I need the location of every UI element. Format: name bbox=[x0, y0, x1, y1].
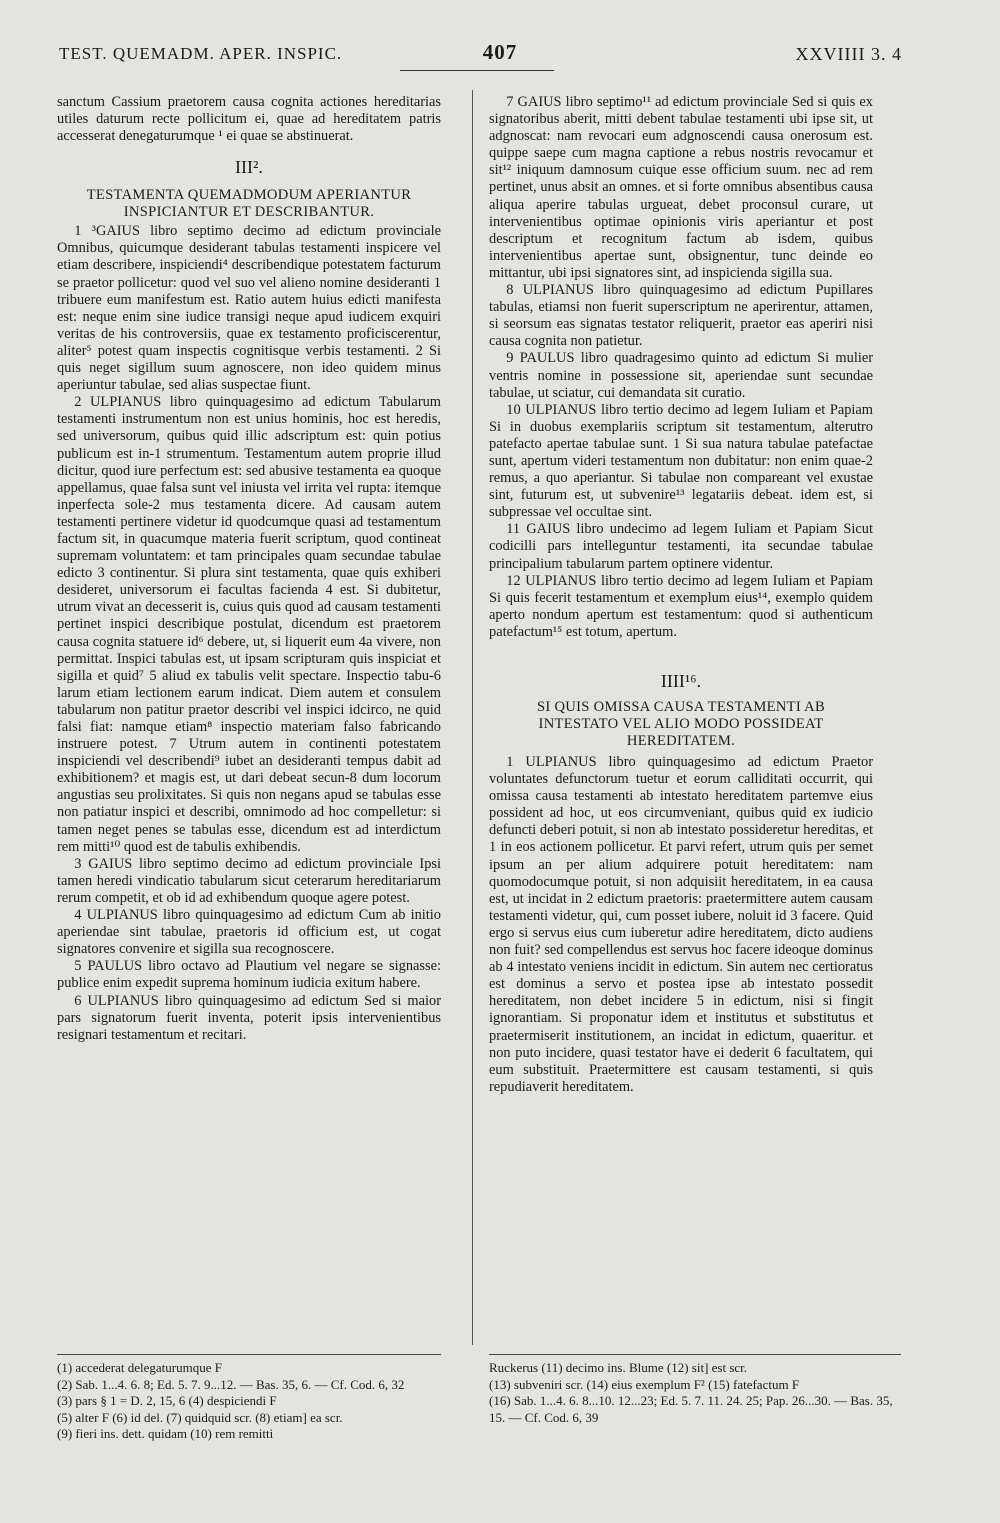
fragment-paragraph: 7 GAIUS libro septimo¹¹ ad edictum provinciale Sed si quis ex signatoribus aberit, mitti debent tabulae testamenti ubi ipse sit, ut adgnoscat: nam revocari eum adgnoscendi causa onerosum est. quippe saepe cum magna captione a rebus nostris revocamur et sit¹² iniquum damnosum cuique esse officium suum. nec ad rem pertinet, unus absit an omnes. et si forte omnibus absentibus causa aliqua aperire tabulas urgueat, debet proconsul curare, ut intervenientibus optimae opinionis viris aperiantur et post descriptum et recognitum factum ab isdem, quibus intervenientibus apertae sunt, obsignentur, tunc deinde eo mittantur, ubi ipsi signatores sint, ad inspicienda sigilla sua. bbox=[489, 94, 873, 281]
intro-paragraph: sanctum Cassium praetorem causa cognita actiones hereditarias utiles daturum recte pollicitum ei, quae ad hereditatem patris accesserat denegaturumque ¹ ei quae se abstinuerat. bbox=[57, 94, 441, 145]
fragment-paragraph: 8 ULPIANUS libro quinquagesimo ad edictum Pupillares tabulas, etiamsi non fuerit superscriptum ne aperirentur, attamen, si seorsum eas signatas testator reliquerit, praetor eas aperiri nisi causa cognita non patietur. bbox=[489, 282, 873, 350]
page-number: 407 bbox=[482, 40, 518, 64]
footnote-rule bbox=[489, 1354, 901, 1355]
footnote-rule bbox=[57, 1354, 441, 1355]
fragment-paragraph: 1 ULPIANUS libro quinquagesimo ad edictum Praetor voluntates defunctorum tuetur et eorum calliditati occurrit, qui omissa causa testamenti ab intestato hereditatem partemve eius possident ad hoc, ut eos circumveniant, quibus quid ex iudicio defuncti deberi potuit, si non ab intestato possideretur hereditas, et 1 in eos actionem pollicetur. Et parvi refert, utrum quis per semet ipsum an per alium adquirere potuit hereditatem: nam quomodocumque potuit, si non adquisiit hereditatem, in ea causa est, ut incidat in 2 edictum praetoris: praetermittere autem causam testamenti videtur, qui, cum posset iubere, noluit id 3 facere. Quid ergo si servus eius cum iuberetur adire hereditatem, dicto audiens non fuit? sed compellendus est servus hoc facere ideoque dominus ab 4 intestato veniens incidit in edictum. Sin autem nec certioratus est dominus a servo et postea ipse ab intestato possedit hereditatem, non debet incidere 5 in edictum, nisi si fingit ignorantiam. Si proponatur idem et institutus et substitutus et praetermiserit institutionem, an incidat in edictum, quaeritur. et non puto incidere, quasi testator have ei dederit 6 facultatem, qui eum substituit. Praetermittere est causam testamenti, si quis repudiaverit hereditatem. bbox=[489, 754, 873, 1095]
fragment-paragraph: 12 ULPIANUS libro tertio decimo ad legem Iuliam et Papiam Si quis fecerit testamentum et exemplum eius¹⁴, exemplo quidem aperto nondum apertum est testamentum: quod si authenticum patefactum¹⁵ est totum, apertum. bbox=[489, 572, 873, 640]
footnote: (5) alter F (6) id del. (7) quidquid scr. (8) etiam] ea scr. bbox=[57, 1409, 343, 1425]
fragment-paragraph: 10 ULPIANUS libro tertio decimo ad legem Iuliam et Papiam Si in duobus exemplariis scriptum sit testamentum, alterutro patefacto apertae tabulae sunt. 1 Si sua natura tabulae patefactae sunt, apertum videri testamentum non dubitatur: non enim quae-2 remus, a quo aperiantur. Si tabulae non compareant vel exustae sint, futurum est, ut subvenire¹³ legatariis debeat. idem est, si subpressae vel occultae sint. bbox=[489, 401, 873, 521]
left-column bbox=[57, 94, 441, 1044]
footnote: Ruckerus (11) decimo ins. Blume (12) sit] est scr. bbox=[489, 1360, 748, 1375]
fragment-paragraph: 3 GAIUS libro septimo decimo ad edictum provinciale Ipsi tamen heredi vindicatio tabularum sicut ceterarum hereditariarum rerum competit, et ob id ad exhibendum quoque agere potest. bbox=[57, 855, 441, 906]
fragment-paragraph: 5 PAULUS libro octavo ad Plautium vel negare se signasse: publice enim expedit suprema hominum iudicia exitum habere. bbox=[57, 958, 441, 992]
fragment-paragraph: 1 ³GAIUS libro septimo decimo ad edictum provinciale Omnibus, quicumque desiderant tabulas testamenti inspicere vel etiam describere, inspiciendi⁴ describendique potestatem facturum se praetor pollicetur: quod vel suo vel alieno nomine desideranti 1 tribuere eum manifestum est. Ratio autem huius edicti manifesta est: neque enim sine iudice transigi neque apud iudicem exquiri veritas de his controversiis, quae ex testamento proficiscerentur, aliter⁵ potest quam inspectis cognitisque verbis testamenti. 2 Si quis neget sigillum suum agnoscere, non ideo quidem minus aperiuntur tabulae, sed alias suspectae fiunt. bbox=[57, 223, 441, 394]
footnote: (13) subveniri scr. (14) eius exemplum F² (15) fatefactum F bbox=[489, 1376, 800, 1392]
fragment-paragraph: 2 ULPIANUS libro quinquagesimo ad edictum Tabularum testamenti instrumentum non est unius hominis, hoc est heredis, sed universorum, quibus quid illic adscriptum est: quin potius publicum est in-1 strumentum. Testamentum autem proprie illud dicitur, quod iure perfectum est: sed abusive testamenta ea quoque appellamus, quae falsa sunt vel iniusta vel irrita vel rupta: itemque inperfecta sole-2 mus testamenta dicere. Ad causam autem testamenti pertinere videtur id quodcumque quasi ad testamentum factum sit, in quacumque materia fuerit scriptum, quod contineat supremam voluntatem: et tam principales quam secundae tabulae edicto 3 continentur. Si plura sint testamenta, quae quis exhiberi desideret, universorum ei facultas facienda 4 est. Si dubitetur, utrum vivat an decesserit is, cuius quis quod ad causam testamenti pertinet inspici describique postulat, dicendum est praetorem causa cognita statuere id⁶ debere, ut, si liquerit eum 4a vivere, non permittat. Inspici tabulas est, ut ipsam scripturam quis inspiciat et sigilla et quid⁷ 5 aliud ex tabulis velit spectare. Inspectio tabu-6 larum etiam lectionem earum indicat. Diem autem et consulem tabularum non patitur praetor describi vel inspici idcirco, ne quid falsi fiat: namque etiam⁸ inspectio materiam falso fabricando instruere potest. 7 Utrum autem in continenti potestatem inspiciendi vel describendi⁹ iubet an desideranti tempus dabit ad exhibitionem? et magis est, ut dari debeat secun-8 dum locorum angustias seu prolixitates. Si quis non negans apud se tabulas esse non patiatur inspici et describi, omnimodo ad hoc compelletur: si tamen neget penes se tabulas esse, dicendum est ad interdictum rem mitti¹⁰ quod est de tabulis exhibendis. bbox=[57, 394, 441, 855]
fragment-paragraph: 6 ULPIANUS libro quinquagesimo ad edictum Sed si maior pars signatorum fuerit inventa, poterit ipsis intervenientibus resignari testamentum et recitari. bbox=[57, 992, 441, 1043]
section-number: III². bbox=[235, 157, 263, 178]
footnote: (1) accederat delegaturumque F bbox=[57, 1360, 222, 1375]
section-title: SI QUIS OMISSA CAUSA TESTAMENTI AB INTESTATO VEL ALIO MODO POSSIDEAT HEREDITATEM. bbox=[536, 699, 826, 749]
right-column bbox=[489, 94, 873, 1096]
fragment-paragraph: 11 GAIUS libro undecimo ad legem Iuliam et Papiam Sicut codicilli pars intelleguntur testamenti, ita secundae tabulae principalium tabularum partem optinere videntur. bbox=[489, 521, 873, 572]
footnote: (3) pars § 1 = D. 2, 15, 6 (4) despiciendi F bbox=[57, 1393, 277, 1408]
section-reference: XXVIIII 3. 4 bbox=[795, 44, 902, 64]
column-divider bbox=[472, 90, 473, 1345]
footnotes-left bbox=[57, 1360, 452, 1443]
running-title: TEST. QUEMADM. APER. INSPIC. bbox=[59, 44, 343, 63]
footnote: (16) Sab. 1...4. 6. 8...10. 12...23; Ed. 5. 7. 11. 24. 25; Pap. 26...30. — Bas. 35, 15. — Cf. Cod. 6, 39 bbox=[489, 1393, 893, 1425]
section-title: TESTAMENTA QUEMADMODUM APERIANTUR INSPICIANTUR ET DESCRIBANTUR. bbox=[86, 187, 412, 221]
section-number: IIII¹⁶. bbox=[660, 671, 702, 691]
footnote: (9) fieri ins. dett. quidam (10) rem remitti bbox=[57, 1426, 274, 1441]
header-rule bbox=[400, 70, 554, 71]
fragment-paragraph: 4 ULPIANUS libro quinquagesimo ad edictum Cum ab initio aperiendae sint tabulae, praetoris id officium est, ut cogat signatores convenire et sigilla sua recognoscere. bbox=[57, 907, 441, 958]
fragment-paragraph: 9 PAULUS libro quadragesimo quinto ad edictum Si mulier ventris nomine in possessione sit, aperiendae sunt secundae tabulae, ut sciatur, cui demandata sit curatio. bbox=[489, 350, 873, 401]
footnote: (2) Sab. 1...4. 6. 8; Ed. 5. 7. 9...12. — Bas. 35, 6. — Cf. Cod. 6, 32 bbox=[57, 1376, 405, 1392]
footnotes-right bbox=[489, 1360, 901, 1426]
